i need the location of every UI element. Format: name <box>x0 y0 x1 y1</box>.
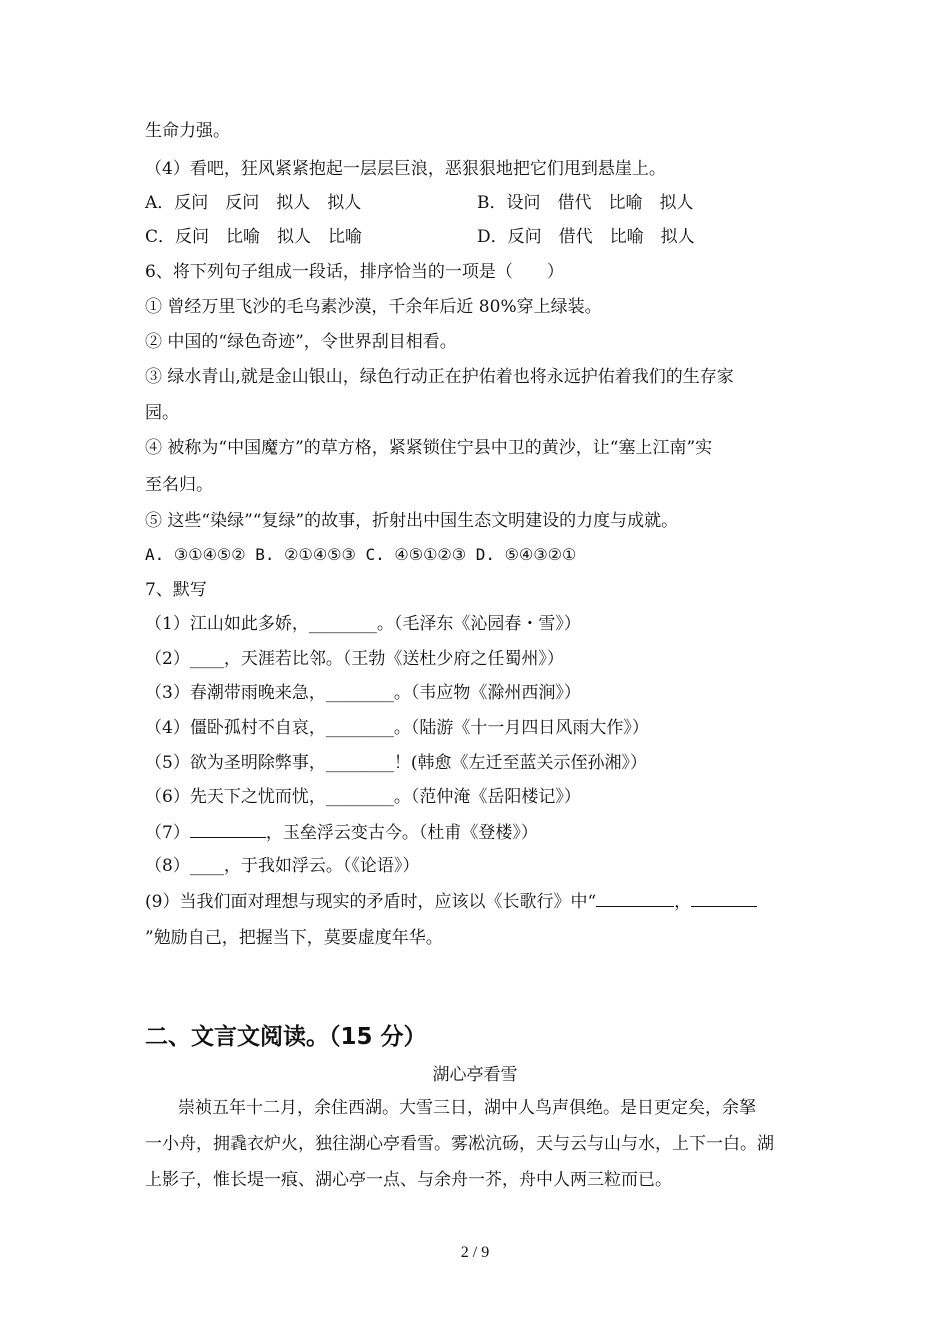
sentence-3: ③ 绿水青山,就是金山银山，绿色行动正在护佑着也将永远护佑着我们的生存家 <box>145 367 734 387</box>
dictation-7 <box>145 821 538 844</box>
sentence-4: ④ 被称为“中国魔方”的草方格，紧紧锁住宁县中卫的黄沙，让“塞上江南”实 <box>145 438 713 458</box>
answer-blank[interactable] <box>596 890 674 907</box>
sentence-2: ② 中国的“绿色奇迹”，令世界刮目相看。 <box>145 332 457 352</box>
answer-blank[interactable] <box>190 821 266 838</box>
sentence-1: ① 曾经万里飞沙的毛乌素沙漠，千余年后近 80%穿上绿装。 <box>145 297 602 317</box>
dictation-9 <box>145 890 757 913</box>
option-b: B．设问 借代 比喻 拟人 <box>477 193 694 213</box>
passage-line: 一小舟，拥毳衣炉火，独往湖心亭看雪。雾凇沆砀，天与云与山与水，上下一白。湖 <box>145 1134 774 1154</box>
passage-line: 上影子，惟长堤一痕、湖心亭一点、与余舟一芥，舟中人两三粒而已。 <box>145 1170 672 1190</box>
dictation-8: （8）____，于我如浮云。（《论语》） <box>145 856 420 876</box>
text-line: 生命力强。 <box>145 121 230 141</box>
dictation-2: （2）____，天涯若比邻。（王勃《送杜少府之任蜀州》） <box>145 649 564 669</box>
question-6-options: A. ③①④⑤② B. ②①④⑤③ C. ④⑤①②③ D. ⑤④③②① <box>145 545 577 564</box>
answer-blank[interactable] <box>691 890 757 907</box>
sentence-3-cont: 园。 <box>145 403 179 423</box>
section-heading: 二、文言文阅读。（15 分） <box>145 1024 427 1050</box>
passage-title: 湖心亭看雪 <box>432 1065 518 1085</box>
dictation-4: （4）僵卧孤村不自哀，________。（陆游《十一月四日风雨大作》） <box>145 718 649 738</box>
dictation-9-comma: ， <box>674 892 692 912</box>
text-line: （4）看吧，狂风紧紧抱起一层层巨浪，恶狠狠地把它们甩到悬崖上。 <box>145 159 666 179</box>
sentence-5: ⑤ 这些“染绿”“复绿”的故事，折射出中国生态文明建设的力度与成就。 <box>145 511 679 531</box>
option-a: A．反问 反问 拟人 拟人 <box>145 193 362 213</box>
dictation-7-prefix: （7） <box>145 823 190 843</box>
page-number: 2 / 9 <box>460 1244 490 1261</box>
dictation-6: （6）先天下之忧而忧，________。（范仲淹《岳阳楼记》） <box>145 787 581 807</box>
dictation-1: （1）江山如此多娇，________。（毛泽东《沁园春・雪》） <box>145 614 581 634</box>
dictation-7-rest: ，玉垒浮云变古今。（杜甫《登楼》） <box>265 823 538 843</box>
dictation-9-prefix: (9）当我们面对理想与现实的矛盾时，应该以《长歌行》中“ <box>145 892 597 912</box>
dictation-5: （5）欲为圣明除弊事，________！(韩愈《左迁至蓝关示侄孙湘》） <box>145 753 647 773</box>
option-c: C．反问 比喻 拟人 比喻 <box>145 227 363 247</box>
passage-line: 崇祯五年十二月，余住西湖。大雪三日，湖中人鸟声俱绝。是日更定矣，余拏 <box>178 1098 756 1118</box>
question-6: 6、将下列句子组成一段话，排序恰当的一项是（ ） <box>145 262 564 282</box>
option-d: D．反问 借代 比喻 拟人 <box>477 227 695 247</box>
dictation-3: （3）春潮带雨晚来急，________。（韦应物《滁州西涧》） <box>145 683 581 703</box>
question-7: 7、默写 <box>145 580 207 600</box>
dictation-9-cont: ”勉励自己，把握当下，莫要虚度年华。 <box>145 928 443 948</box>
sentence-4-cont: 至名归。 <box>145 475 213 495</box>
